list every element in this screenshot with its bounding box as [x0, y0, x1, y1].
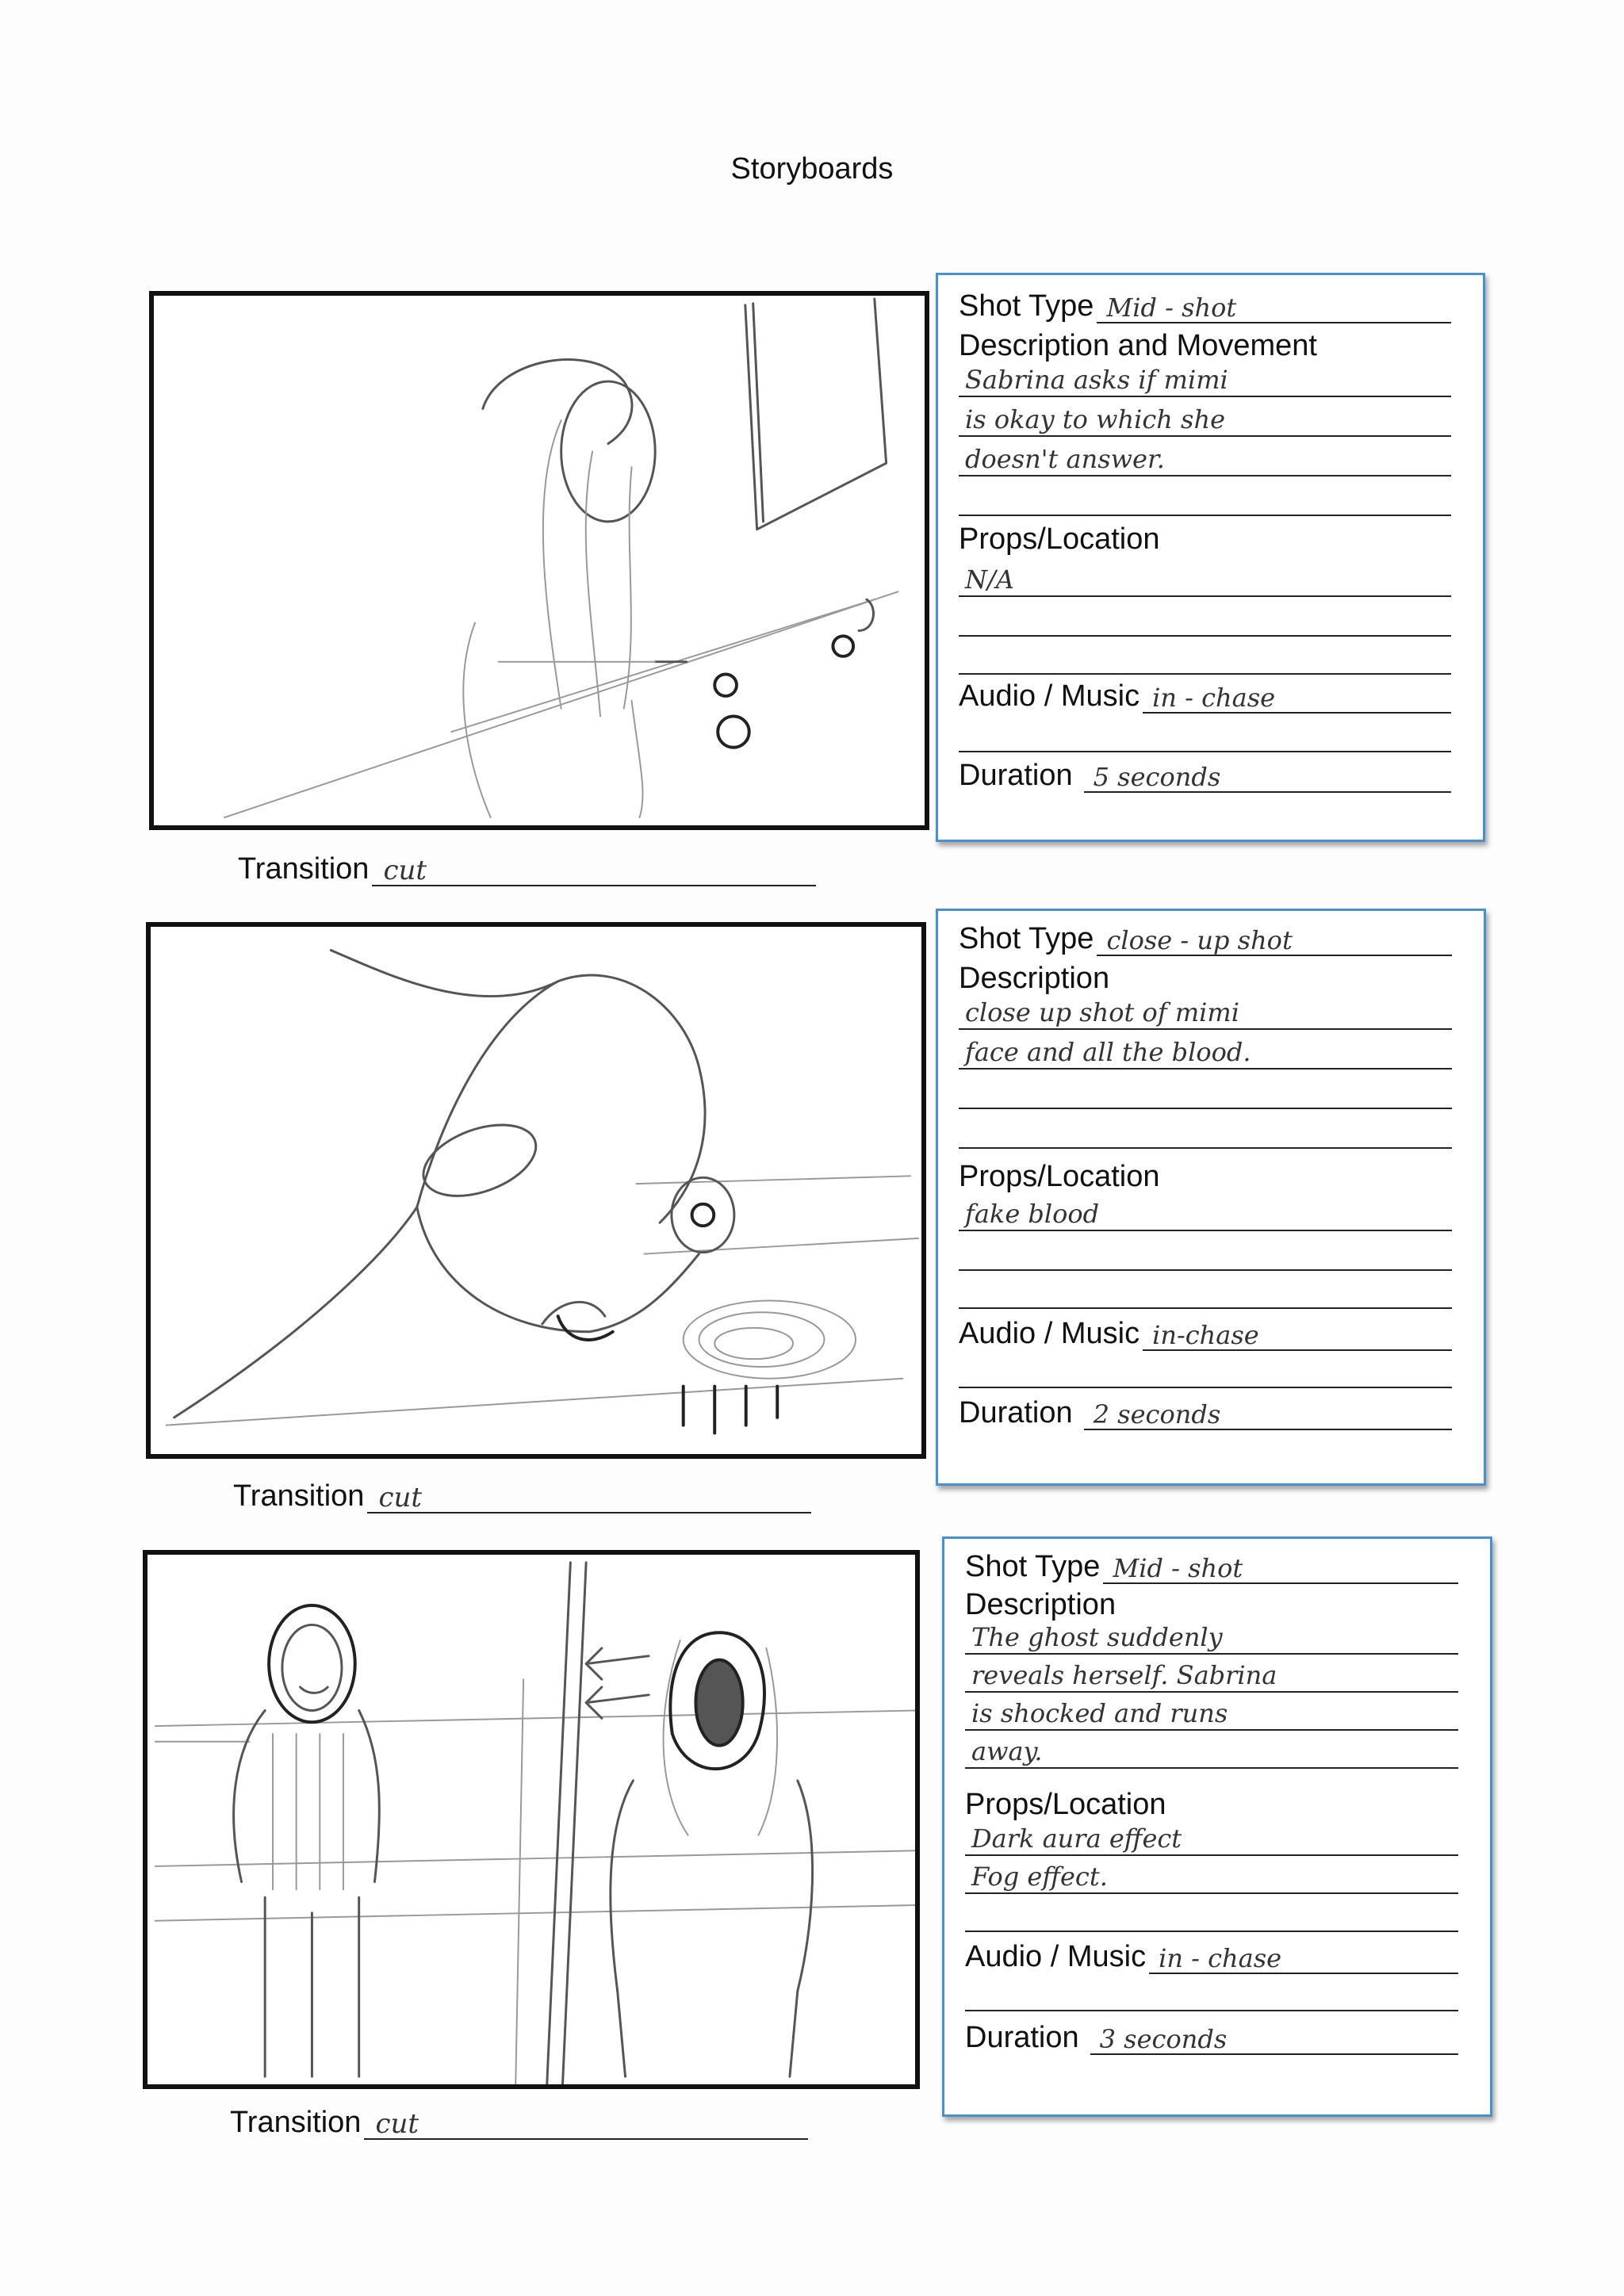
props-line [959, 1276, 1452, 1309]
shot-type-value: Mid - shot [1097, 293, 1451, 323]
transition-value: cut [364, 2108, 808, 2140]
description-line: close up shot of mimi [959, 997, 1452, 1030]
transition-row-2 [233, 1479, 811, 1513]
sketch-3 [147, 1555, 915, 2084]
transition-value: cut [367, 1482, 811, 1513]
shot-type-label: Shot Type [959, 922, 1094, 955]
props-line: Fog effect. [965, 1861, 1458, 1894]
description-line [959, 1076, 1452, 1109]
audio-value: in-chase [1143, 1321, 1452, 1351]
transition-label: Transition [230, 2106, 362, 2139]
props-label: Props/Location [959, 1160, 1160, 1193]
audio-extra-line [959, 719, 1451, 752]
props-line [959, 603, 1451, 637]
audio-label: Audio / Music [965, 1940, 1147, 1973]
duration-row [959, 759, 1451, 793]
duration-value: 2 seconds [1084, 1400, 1452, 1430]
duration-value: 5 seconds [1084, 763, 1451, 793]
shot-type-row [959, 922, 1452, 956]
shot-type-value: Mid - shot [1103, 1554, 1458, 1584]
audio-value: in - chase [1143, 683, 1451, 714]
shot-type-row [965, 1550, 1458, 1584]
shot-card-2 [936, 909, 1486, 1486]
description-line: Sabrina asks if mimi [959, 364, 1451, 397]
description-label: Description and Movement [959, 329, 1317, 362]
page-title: Storyboards [730, 152, 894, 186]
transition-label: Transition [233, 1479, 365, 1513]
transition-row-1 [238, 852, 816, 886]
transition-label: Transition [238, 852, 370, 886]
sketch-2 [151, 927, 921, 1454]
props-line: Dark aura effect [965, 1823, 1458, 1856]
audio-value: in - chase [1149, 1944, 1458, 1974]
shot-type-label: Shot Type [965, 1550, 1101, 1583]
shot-type-label: Shot Type [959, 289, 1094, 323]
props-line [959, 1238, 1452, 1271]
audio-label: Audio / Music [959, 1317, 1140, 1350]
description-line [959, 483, 1451, 516]
audio-row [959, 679, 1451, 714]
props-line: N/A [959, 564, 1451, 597]
props-line: fake blood [959, 1198, 1452, 1231]
audio-row [965, 1940, 1458, 1974]
shot-card-3 [942, 1536, 1492, 2117]
sketch-1 [154, 296, 925, 825]
description-label: Description [965, 1588, 1116, 1621]
description-line: face and all the blood. [959, 1036, 1452, 1070]
description-line: doesn't answer. [959, 443, 1451, 476]
description-line: The ghost suddenly [965, 1621, 1458, 1655]
description-line: is shocked and runs [965, 1697, 1458, 1731]
storyboard-frame-1 [149, 291, 929, 830]
audio-label: Audio / Music [959, 679, 1140, 713]
duration-label: Duration [959, 759, 1073, 792]
description-line [959, 1115, 1452, 1149]
storyboard-frame-3 [143, 1550, 920, 2089]
storyboard-frame-2 [146, 922, 926, 1459]
shot-type-row [959, 289, 1451, 323]
props-line [965, 1899, 1458, 1932]
audio-row [959, 1317, 1452, 1351]
duration-row [959, 1396, 1452, 1430]
shot-type-value: close - up shot [1097, 926, 1452, 956]
duration-value: 3 seconds [1090, 2025, 1458, 2055]
transition-value: cut [372, 855, 816, 886]
shot-card-1 [936, 273, 1485, 842]
audio-extra-line [959, 1355, 1452, 1388]
duration-row [965, 2021, 1458, 2055]
duration-label: Duration [965, 2021, 1079, 2054]
duration-label: Duration [959, 1396, 1073, 1429]
props-label: Props/Location [959, 522, 1160, 556]
props-label: Props/Location [965, 1788, 1166, 1821]
description-line: reveals herself. Sabrina [965, 1659, 1458, 1693]
description-label: Description [959, 962, 1110, 995]
transition-row-3 [230, 2106, 808, 2140]
description-line: away. [965, 1735, 1458, 1769]
props-line [959, 641, 1451, 675]
audio-extra-line [965, 1978, 1458, 2011]
description-line: is okay to which she [959, 404, 1451, 437]
